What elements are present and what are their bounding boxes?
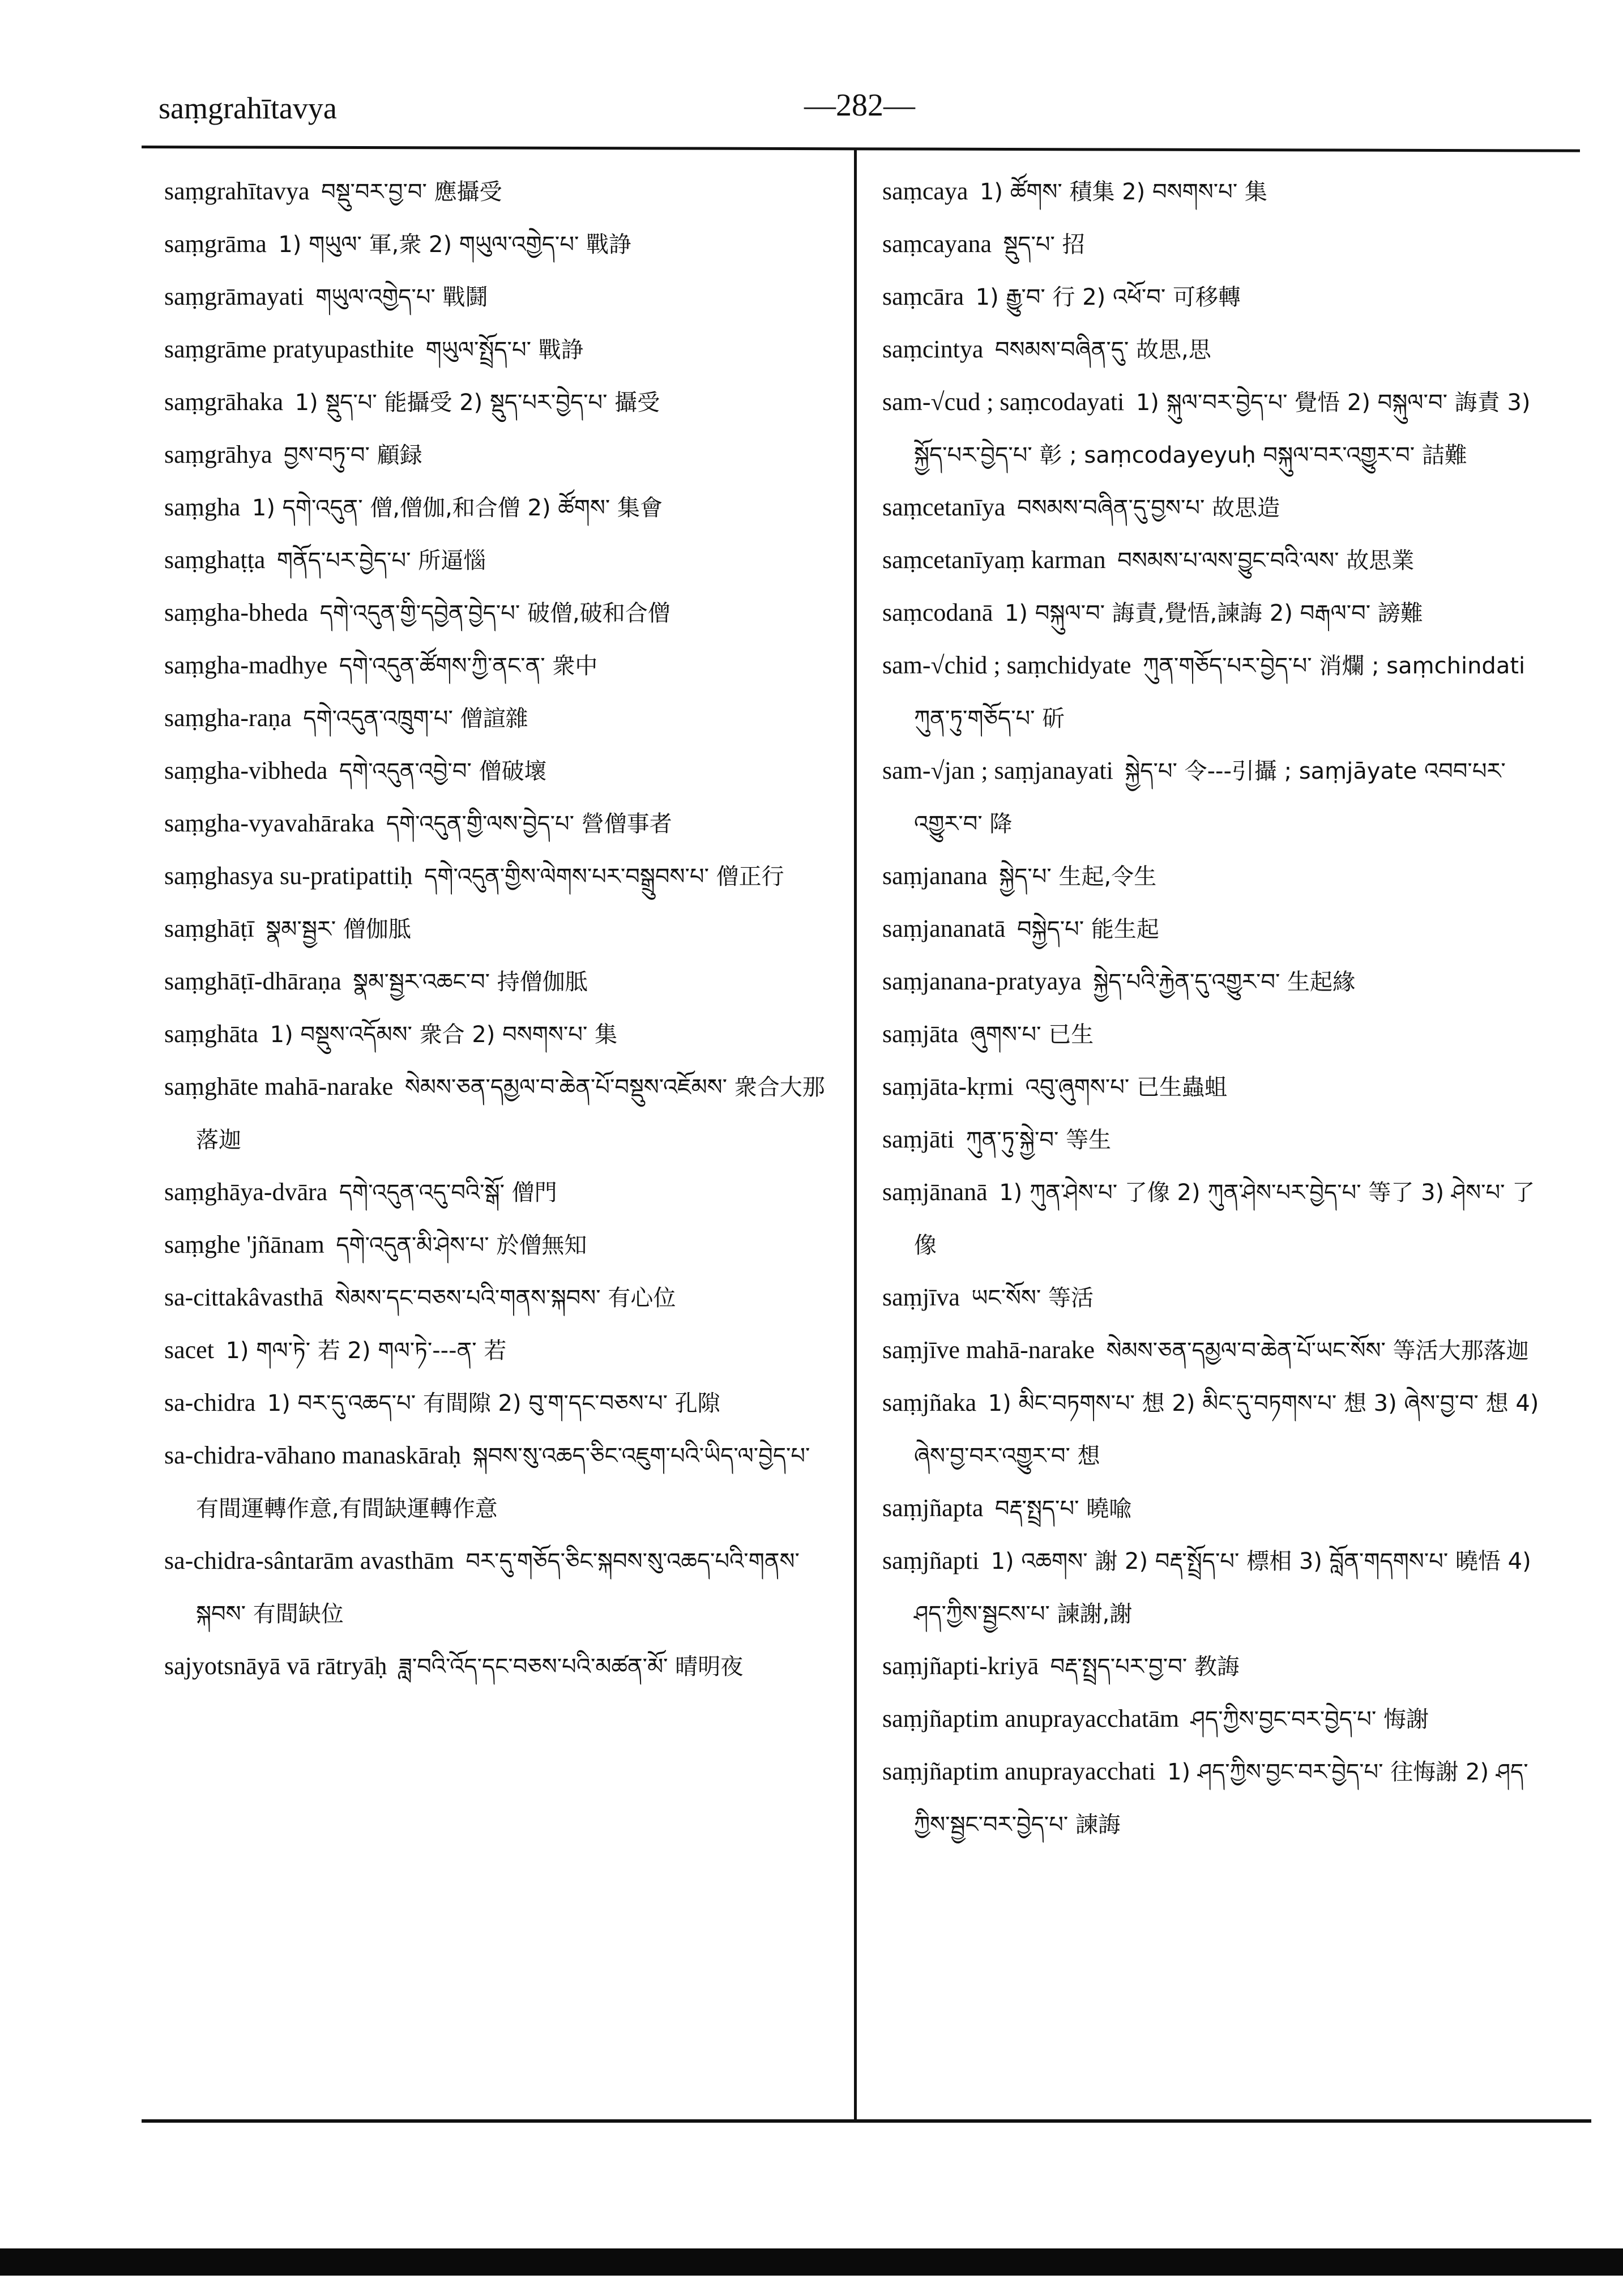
entry-gloss: 1) བར་དུ་འཆད་པ་ 有間隙 2) བུ་ག་དང་བཅས་པ་ 孔隙 bbox=[267, 1390, 720, 1416]
header-rule bbox=[142, 146, 1580, 152]
entry-headword: saṃjanana-pratyaya bbox=[882, 967, 1082, 995]
dictionary-entry bbox=[882, 1377, 1551, 1482]
dictionary-entry bbox=[882, 376, 1551, 481]
dictionary-entry bbox=[882, 1746, 1551, 1851]
entry-gloss: དགེ་འདུན་ཚོགས་ཀྱི་ནང་ན་ 衆中 bbox=[339, 653, 598, 679]
dictionary-entry bbox=[882, 1008, 1551, 1061]
entry-gloss: དགེ་འདུན་མི་ཤེས་པ་ 於僧無知 bbox=[336, 1232, 587, 1258]
entry-headword: sacet bbox=[164, 1336, 214, 1364]
dictionary-entry bbox=[164, 1271, 832, 1324]
dictionary-entry bbox=[164, 903, 832, 955]
entry-headword: saṃjñaka bbox=[882, 1389, 977, 1416]
dictionary-entry bbox=[164, 639, 832, 692]
entry-gloss: དགེ་འདུན་འབྱེ་བ་ 僧破壞 bbox=[339, 758, 547, 784]
entry-gloss: བྱས་བཏུ་བ་ 顧録 bbox=[284, 442, 422, 468]
column-divider bbox=[854, 148, 857, 2120]
dictionary-entry bbox=[882, 1324, 1551, 1377]
dictionary-entry bbox=[164, 165, 832, 218]
entry-gloss: བསྡུ་བར་བྱ་བ་ 應攝受 bbox=[321, 179, 502, 205]
dictionary-entry bbox=[164, 850, 832, 903]
entry-gloss: བསམས་པ་ལས་བྱུང་བའི་ལས་ 故思業 bbox=[1117, 548, 1415, 574]
entry-gloss: བསམས་བཞིན་དུ་ 故思,思 bbox=[994, 337, 1211, 363]
dictionary-entry bbox=[164, 481, 832, 534]
dictionary-entry bbox=[164, 1535, 832, 1640]
entry-headword: saṃgha-vibheda bbox=[164, 757, 328, 784]
dictionary-entry bbox=[882, 1166, 1551, 1271]
entry-headword: sa-chidra-vāhano manaskāraḥ bbox=[164, 1441, 462, 1469]
dictionary-entry bbox=[882, 955, 1551, 1008]
entry-headword: sam-√cud ; saṃcodayati bbox=[882, 388, 1125, 416]
entry-headword: saṃcaya bbox=[882, 177, 968, 205]
entry-headword: saṃjñapti bbox=[882, 1547, 980, 1574]
dictionary-entry bbox=[882, 745, 1551, 850]
entry-headword: saṃjanana bbox=[882, 862, 988, 890]
dictionary-entry bbox=[164, 218, 832, 271]
dictionary-entry bbox=[164, 955, 832, 1008]
entry-headword: saṃgrāme pratyupasthite bbox=[164, 335, 415, 363]
dictionary-entry bbox=[882, 165, 1551, 218]
entry-headword: saṃghāya-dvāra bbox=[164, 1178, 328, 1206]
entry-gloss: གནོད་པར་བྱེད་པ་ 所逼惱 bbox=[276, 548, 486, 574]
dictionary-entry bbox=[882, 1113, 1551, 1166]
entry-gloss: སྐབས་སུ་འཆད་ཅིང་འཇུག་པའི་ཡིད་ལ་བྱེད་པ་ 有間運轉作意,有間缺運轉作意 bbox=[196, 1443, 810, 1522]
dictionary-entry bbox=[164, 1377, 832, 1429]
entry-headword: saṃjāta bbox=[882, 1020, 959, 1048]
entry-headword: saṃcayana bbox=[882, 230, 992, 258]
entry-gloss: དགེ་འདུན་གྱིས་ལེགས་པར་བསྒྲུབས་པ་ 僧正行 bbox=[424, 864, 784, 890]
left-column bbox=[164, 165, 832, 1693]
dictionary-entry bbox=[882, 323, 1551, 376]
dictionary-entry bbox=[164, 271, 832, 323]
dictionary-entry bbox=[164, 534, 832, 587]
entry-headword: sa-chidra bbox=[164, 1389, 256, 1416]
entry-gloss: སྣམ་སྦྱར་འཆང་བ་ 持僧伽胝 bbox=[353, 969, 588, 995]
dictionary-entry bbox=[882, 1693, 1551, 1746]
entry-headword: saṃcetanīya bbox=[882, 493, 1006, 521]
entry-headword: saṃgrāhya bbox=[164, 441, 272, 468]
entry-gloss: སེམས་ཅན་དམྱལ་བ་ཆེན་པོ་ཡང་སོས་ 等活大那落迦 bbox=[1106, 1338, 1529, 1364]
entry-gloss: བར་དུ་གཅོད་ཅིང་སྐབས་སུ་འཆད་པའི་གནས་སྐབས་ 有間缺位 bbox=[196, 1548, 800, 1627]
dictionary-entry bbox=[882, 1535, 1551, 1640]
entry-gloss: བརྡ་སྤྲད་པར་བྱ་བ་ 教誨 bbox=[1050, 1654, 1240, 1680]
dictionary-entry bbox=[164, 429, 832, 481]
dictionary-entry bbox=[882, 481, 1551, 534]
entry-gloss: ཟླ་བའི་འོད་དང་བཅས་པའི་མཚན་མོ་ 晴明夜 bbox=[398, 1654, 744, 1680]
entry-gloss: སྡུད་པ་ 招 bbox=[1003, 232, 1085, 258]
scan-edge-band bbox=[0, 2248, 1623, 2276]
entry-headword: saṃjīve mahā-narake bbox=[882, 1336, 1095, 1364]
entry-headword: sa-cittakâvasthā bbox=[164, 1283, 323, 1311]
entry-headword: saṃgrahītavya bbox=[164, 177, 310, 205]
entry-gloss: 1) སྐུལ་བར་བྱེད་པ་ 覺悟 2) བསྐུལ་བ་ 誨責 3) སྐྱོད་པར་བྱེད་པ་ 彰 ; saṃcodayeyuḥ བསྐུལ་བར་འགྱུར་བ་ 詰難 bbox=[914, 390, 1531, 468]
entry-gloss: 1) རྒྱུ་བ་ 行 2) འཕོ་བ་ 可移轉 bbox=[975, 284, 1241, 310]
dictionary-entry bbox=[882, 1640, 1551, 1693]
entry-headword: saṃgha-madhye bbox=[164, 651, 328, 679]
dictionary-entry bbox=[164, 376, 832, 429]
entry-gloss: 1) གཡུལ་ 軍,衆 2) གཡུལ་འགྱེད་པ་ 戰諍 bbox=[278, 232, 632, 258]
entry-headword: saṃcetanīyaṃ karman bbox=[882, 546, 1106, 574]
page-header bbox=[159, 88, 1574, 136]
entry-headword: saṃghaṭṭa bbox=[164, 546, 266, 574]
entry-headword: sa-chidra-sântarām avasthām bbox=[164, 1547, 454, 1574]
dictionary-entry bbox=[164, 1324, 832, 1377]
dictionary-entry bbox=[164, 692, 832, 745]
entry-headword: saṃgrāhaka bbox=[164, 388, 284, 416]
dictionary-entry bbox=[882, 903, 1551, 955]
entry-headword: saṃjāta-kṛmi bbox=[882, 1073, 1014, 1100]
entry-headword: saṃjīva bbox=[882, 1283, 960, 1311]
entry-headword: sajyotsnāyā vā rātryāḥ bbox=[164, 1652, 387, 1680]
dictionary-entry bbox=[882, 271, 1551, 323]
entry-gloss: འབུ་ཞུགས་པ་ 已生蟲蛆 bbox=[1025, 1074, 1227, 1100]
entry-gloss: 1) སྡུད་པ་ 能攝受 2) སྡུད་པར་བྱེད་པ་ 攝受 bbox=[294, 390, 660, 416]
entry-gloss: གཡུལ་སྤྲོད་པ་ 戰諍 bbox=[425, 337, 584, 363]
entry-gloss: བརྡ་སྤྲད་པ་ 曉喩 bbox=[994, 1496, 1132, 1522]
entry-headword: saṃjananatā bbox=[882, 915, 1006, 942]
dictionary-entry bbox=[164, 587, 832, 639]
entry-gloss: 1) ཤད་ཀྱིས་བྱང་བར་བྱེད་པ་ 往悔謝 2) ཤད་ཀྱིས་སྦྱང་བར་བྱེད་པ་ 諫誨 bbox=[914, 1759, 1528, 1838]
entry-gloss: ཀུན་ཏུ་སྐྱེ་བ་ 等生 bbox=[966, 1127, 1112, 1153]
entry-headword: saṃgrāma bbox=[164, 230, 267, 258]
entry-headword: saṃjñaptim anuprayacchati bbox=[882, 1757, 1156, 1785]
entry-headword: saṃghasya su-pratipattiḥ bbox=[164, 862, 413, 890]
right-column bbox=[882, 165, 1551, 1851]
entry-headword: saṃghāṭī-dhāraṇa bbox=[164, 967, 341, 995]
entry-gloss: བསམས་བཞིན་དུ་བྱས་པ་ 故思造 bbox=[1016, 495, 1280, 521]
dictionary-entry bbox=[164, 745, 832, 797]
entry-headword: saṃjñaptim anuprayacchatām bbox=[882, 1705, 1180, 1732]
entry-headword: saṃghāṭī bbox=[164, 915, 254, 942]
entry-gloss: བསྐྱེད་པ་ 能生起 bbox=[1016, 916, 1159, 942]
dictionary-entry bbox=[882, 1271, 1551, 1324]
entry-gloss: སྐྱེད་པ་ 生起,令生 bbox=[999, 864, 1157, 890]
entry-gloss: ཡང་སོས་ 等活 bbox=[971, 1285, 1094, 1311]
entry-headword: saṃjānanā bbox=[882, 1178, 988, 1206]
entry-headword: saṃghe 'jñānam bbox=[164, 1231, 324, 1258]
entry-gloss: དགེ་འདུན་གྱི་ལས་བྱེད་པ་ 營僧事者 bbox=[386, 811, 672, 837]
page-number: —282— bbox=[804, 88, 915, 123]
dictionary-entry bbox=[882, 587, 1551, 639]
entry-gloss: སྐྱེད་པའི་རྐྱེན་དུ་འགྱུར་བ་ 生起緣 bbox=[1093, 969, 1356, 995]
entry-gloss: སེམས་དང་བཅས་པའི་གནས་སྐབས་ 有心位 bbox=[335, 1285, 676, 1311]
dictionary-entry bbox=[882, 639, 1551, 745]
dictionary-entry bbox=[882, 218, 1551, 271]
entry-headword: saṃgha-raṇa bbox=[164, 704, 292, 732]
dictionary-entry bbox=[164, 1640, 832, 1693]
entry-gloss: 1) འཆགས་ 謝 2) བརྡ་སྤྲོད་པ་ 標相 3) བློན་གདགས་པ་ 曉悟 4) ཤད་ཀྱིས་སྦྱངས་པ་ 諫謝,謝 bbox=[914, 1548, 1531, 1627]
dictionary-entry bbox=[882, 850, 1551, 903]
footer-rule bbox=[142, 2119, 1591, 2123]
entry-headword: saṃghāta bbox=[164, 1020, 259, 1048]
entry-headword: saṃgrāmayati bbox=[164, 283, 304, 310]
entry-headword: saṃcāra bbox=[882, 283, 964, 310]
entry-gloss: དགེ་འདུན་འཁྲུག་པ་ 僧諠雜 bbox=[303, 706, 528, 732]
entry-headword: saṃcintya bbox=[882, 335, 984, 363]
entry-gloss: སྐྱེད་པ་ 令---引攝 ; saṃjāyate འབབ་པར་འགྱུར་བ་ 降 bbox=[914, 758, 1506, 837]
entry-headword: sam-√jan ; saṃjanayati bbox=[882, 757, 1113, 784]
dictionary-entry bbox=[882, 1061, 1551, 1113]
entry-gloss: སྣམ་སྦྱར་ 僧伽胝 bbox=[266, 916, 411, 942]
entry-gloss: གཡུལ་འགྱེད་པ་ 戰鬪 bbox=[315, 284, 488, 310]
entry-gloss: ཤད་ཀྱིས་བྱང་བར་བྱེད་པ་ 悔謝 bbox=[1190, 1706, 1429, 1732]
dictionary-entry bbox=[164, 1061, 832, 1166]
entry-headword: saṃjñapta bbox=[882, 1494, 984, 1522]
entry-gloss: 1) གལ་ཏེ་ 若 2) གལ་ཏེ་---ན་ 若 bbox=[225, 1338, 507, 1364]
entry-headword: saṃgha-bheda bbox=[164, 599, 309, 626]
entry-headword: sam-√chid ; saṃchidyate bbox=[882, 651, 1131, 679]
entry-gloss: 1) མིང་བཏགས་པ་ 想 2) མིང་དུ་བཏགས་པ་ 想 3) ཞེས་བྱ་བ་ 想 4) ཞེས་བྱ་བར་འགྱུར་བ་ 想 bbox=[914, 1390, 1539, 1469]
entry-headword: saṃghāte mahā-narake bbox=[164, 1073, 394, 1100]
entry-headword: saṃjāti bbox=[882, 1125, 955, 1153]
entry-gloss: ཞུགས་པ་ 已生 bbox=[969, 1022, 1094, 1048]
dictionary-entry bbox=[164, 797, 832, 850]
entry-gloss: དགེ་འདུན་གྱི་དབྱེན་བྱེད་པ་ 破僧,破和合僧 bbox=[319, 600, 670, 626]
entry-gloss: 1) ཚོགས་ 積集 2) བསགས་པ་ 集 bbox=[979, 179, 1267, 205]
entry-gloss: ཀུན་གཅོད་པར་བྱེད་པ་ 消爛 ; saṃchindati ཀུན་ཏུ་གཅོད་པ་ 斫 bbox=[914, 653, 1526, 732]
dictionary-entry bbox=[882, 534, 1551, 587]
dictionary-entry bbox=[164, 1008, 832, 1061]
entry-gloss: 1) བསྐུལ་བ་ 誨責,覺悟,諫誨 2) བརྒལ་བ་ 謗難 bbox=[1004, 600, 1423, 626]
entry-headword: saṃcodanā bbox=[882, 599, 993, 626]
dictionary-entry bbox=[164, 1166, 832, 1219]
entry-gloss: 1) ཀུན་ཤེས་པ་ 了像 2) ཀུན་ཤེས་པར་བྱེད་པ་ 等了 3) ཤེས་པ་ 了像 bbox=[914, 1180, 1535, 1258]
dictionary-entry bbox=[164, 323, 832, 376]
dictionary-entry bbox=[164, 1219, 832, 1271]
entry-gloss: 1) དགེ་འདུན་ 僧,僧伽,和合僧 2) ཚོགས་ 集會 bbox=[251, 495, 663, 521]
entry-headword: saṃgha bbox=[164, 493, 241, 521]
entry-headword: saṃgha-vyavahāraka bbox=[164, 809, 375, 837]
dictionary-entry bbox=[164, 1429, 832, 1535]
running-head: saṃgrahītavya bbox=[159, 91, 337, 125]
entry-headword: saṃjñapti-kriyā bbox=[882, 1652, 1039, 1680]
dictionary-entry bbox=[882, 1482, 1551, 1535]
entry-gloss: དགེ་འདུན་འདུ་བའི་སྒོ་ 僧門 bbox=[339, 1180, 557, 1206]
entry-gloss: སེམས་ཅན་དམྱལ་བ་ཆེན་པོ་བསྡུས་འཇོམས་ 衆合大那落迦 bbox=[196, 1074, 825, 1153]
entry-gloss: 1) བསྡུས་འདོམས་ 衆合 2) བསགས་པ་ 集 bbox=[270, 1022, 618, 1048]
